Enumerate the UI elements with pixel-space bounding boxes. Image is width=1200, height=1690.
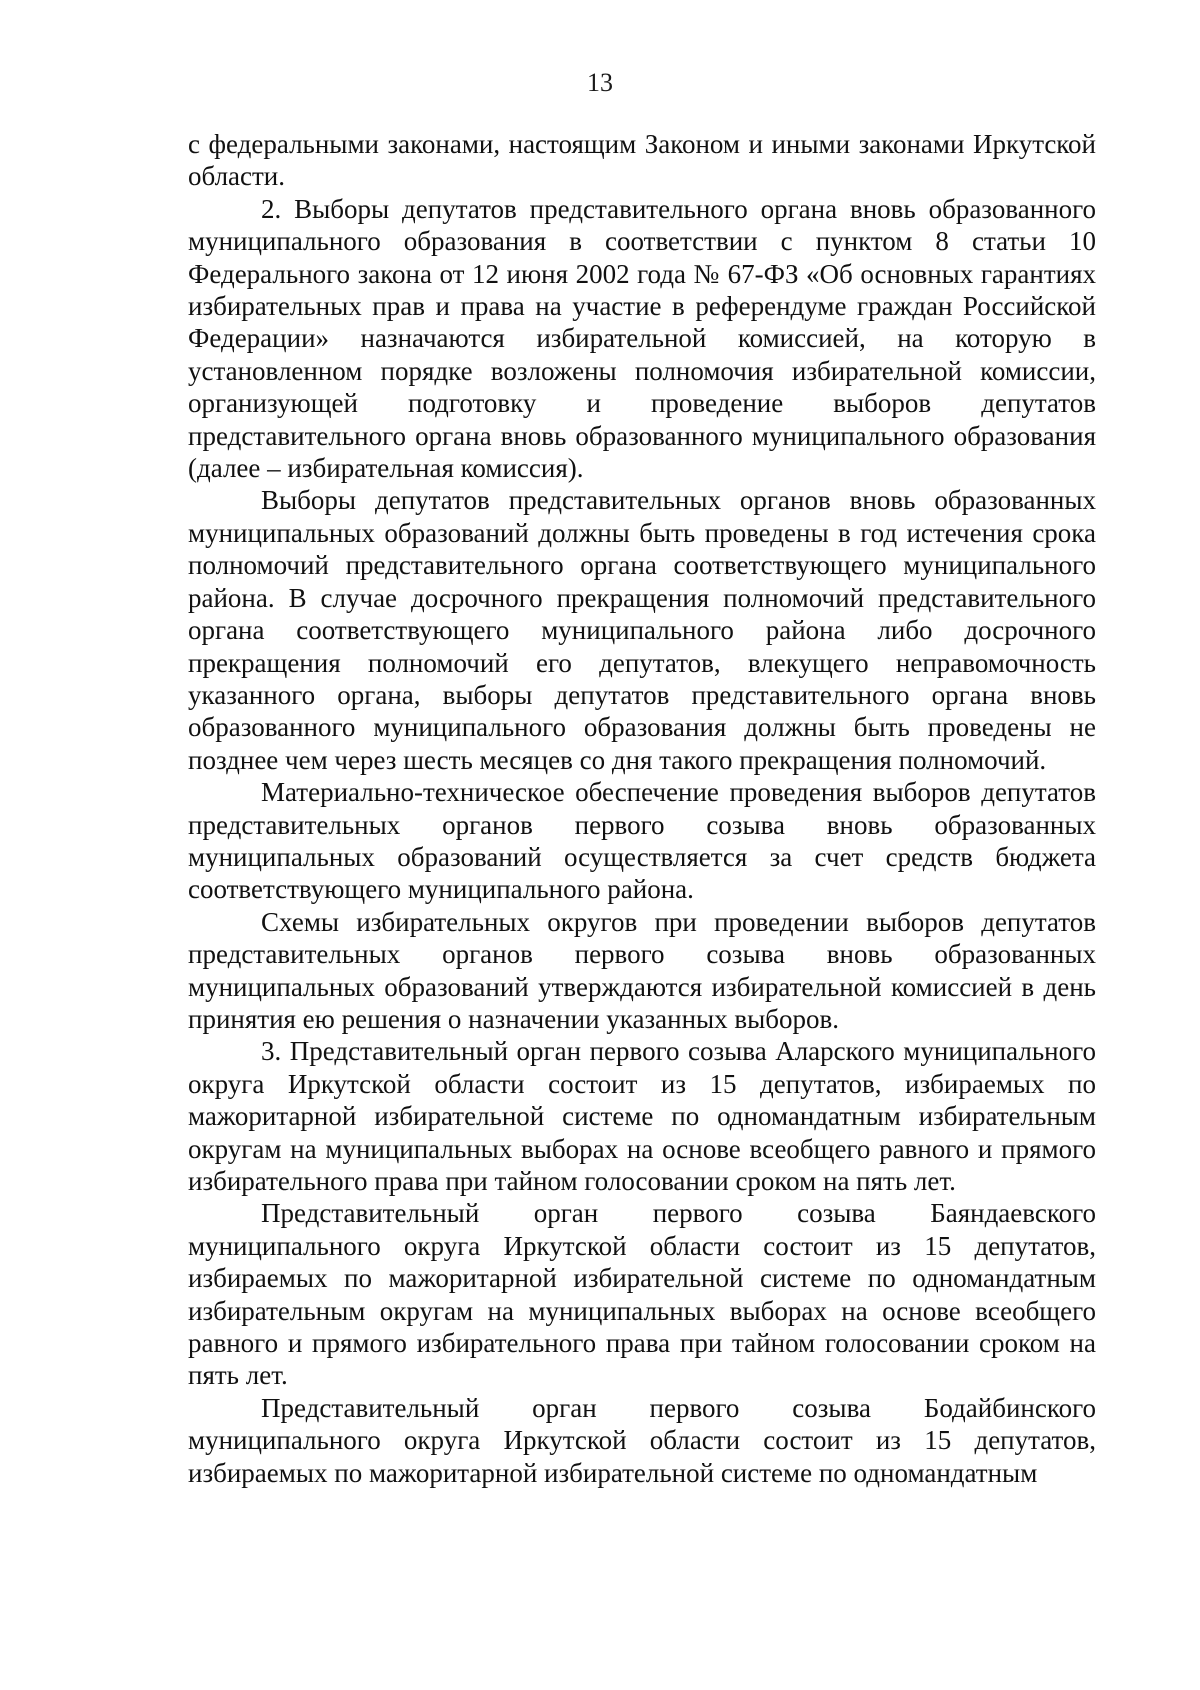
document-body — [188, 128, 1096, 1489]
paragraph-bayandaevsky: Представительный орган первого созыва Баяндаевского муниципального округа Иркутской области состоит из 15 депутатов, избираемых по мажоритарной избирательной системе по одномандатным избирательным округам на муниципальных выборах на основе всеобщего равного и прямого избирательного права при тайном голосовании сроком на пять лет. — [188, 1198, 1096, 1391]
paragraph-material-support: Материально-техническое обеспечение проведения выборов депутатов представительных органов первого созыва вновь образованных муниципальных образований осуществляется за счет средств бюджета соответствующего муниципального района. — [188, 777, 1096, 905]
paragraph-continuation: с федеральными законами, настоящим Законом и иными законами Иркутской области. — [188, 129, 1096, 192]
paragraph-district-schemes: Схемы избирательных округов при проведении выборов депутатов представительных органов первого созыва вновь образованных муниципальных образований утверждаются избирательной комиссией в день принятия ею решения о назначении указанных выборов. — [188, 906, 1096, 1034]
paragraph-item-2: 2. Выборы депутатов представительного органа вновь образованного муниципального образования в соответствии с пунктом 8 статьи 10 Федерального закона от 12 июня 2002 года № 67-ФЗ «Об основных гарантиях избирательных прав и права на участие в референдуме граждан Российской Федерации» назначаются избирательной комиссией, на которую в установленном порядке возложены полномочия избирательной комиссии, организующей подготовку и проведение выборов депутатов представительного органа вновь образованного муниципального образования (далее – избирательная комиссия). — [188, 193, 1096, 484]
paragraph-election-timing: Выборы депутатов представительных органов вновь образованных муниципальных образований должны быть проведены в год истечения срока полномочий представительного органа соответствующего муниципального района. В случае досрочного прекращения полномочий представительного органа соответствующего муниципального района либо досрочного прекращения полномочий его депутатов, влекущего неправомочность указанного органа, выборы депутатов представительного органа вновь образованного муниципального образования должны быть проведены не позднее чем через шесть месяцев со дня такого прекращения полномочий. — [188, 485, 1096, 775]
paragraph-bodaybinsky: Представительный орган первого созыва Бодайбинского муниципального округа Иркутской области состоит из 15 депутатов, избираемых по мажоритарной избирательной системе по одномандатным — [188, 1392, 1096, 1488]
paragraph-item-3-alarsky: 3. Представительный орган первого созыва Аларского муниципального округа Иркутской области состоит из 15 депутатов, избираемых по мажоритарной избирательной системе по одномандатным избирательным округам на муниципальных выборах на основе всеобщего равного и прямого избирательного права при тайном голосовании сроком на пять лет. — [188, 1036, 1096, 1196]
page-number: 13 — [587, 68, 613, 97]
